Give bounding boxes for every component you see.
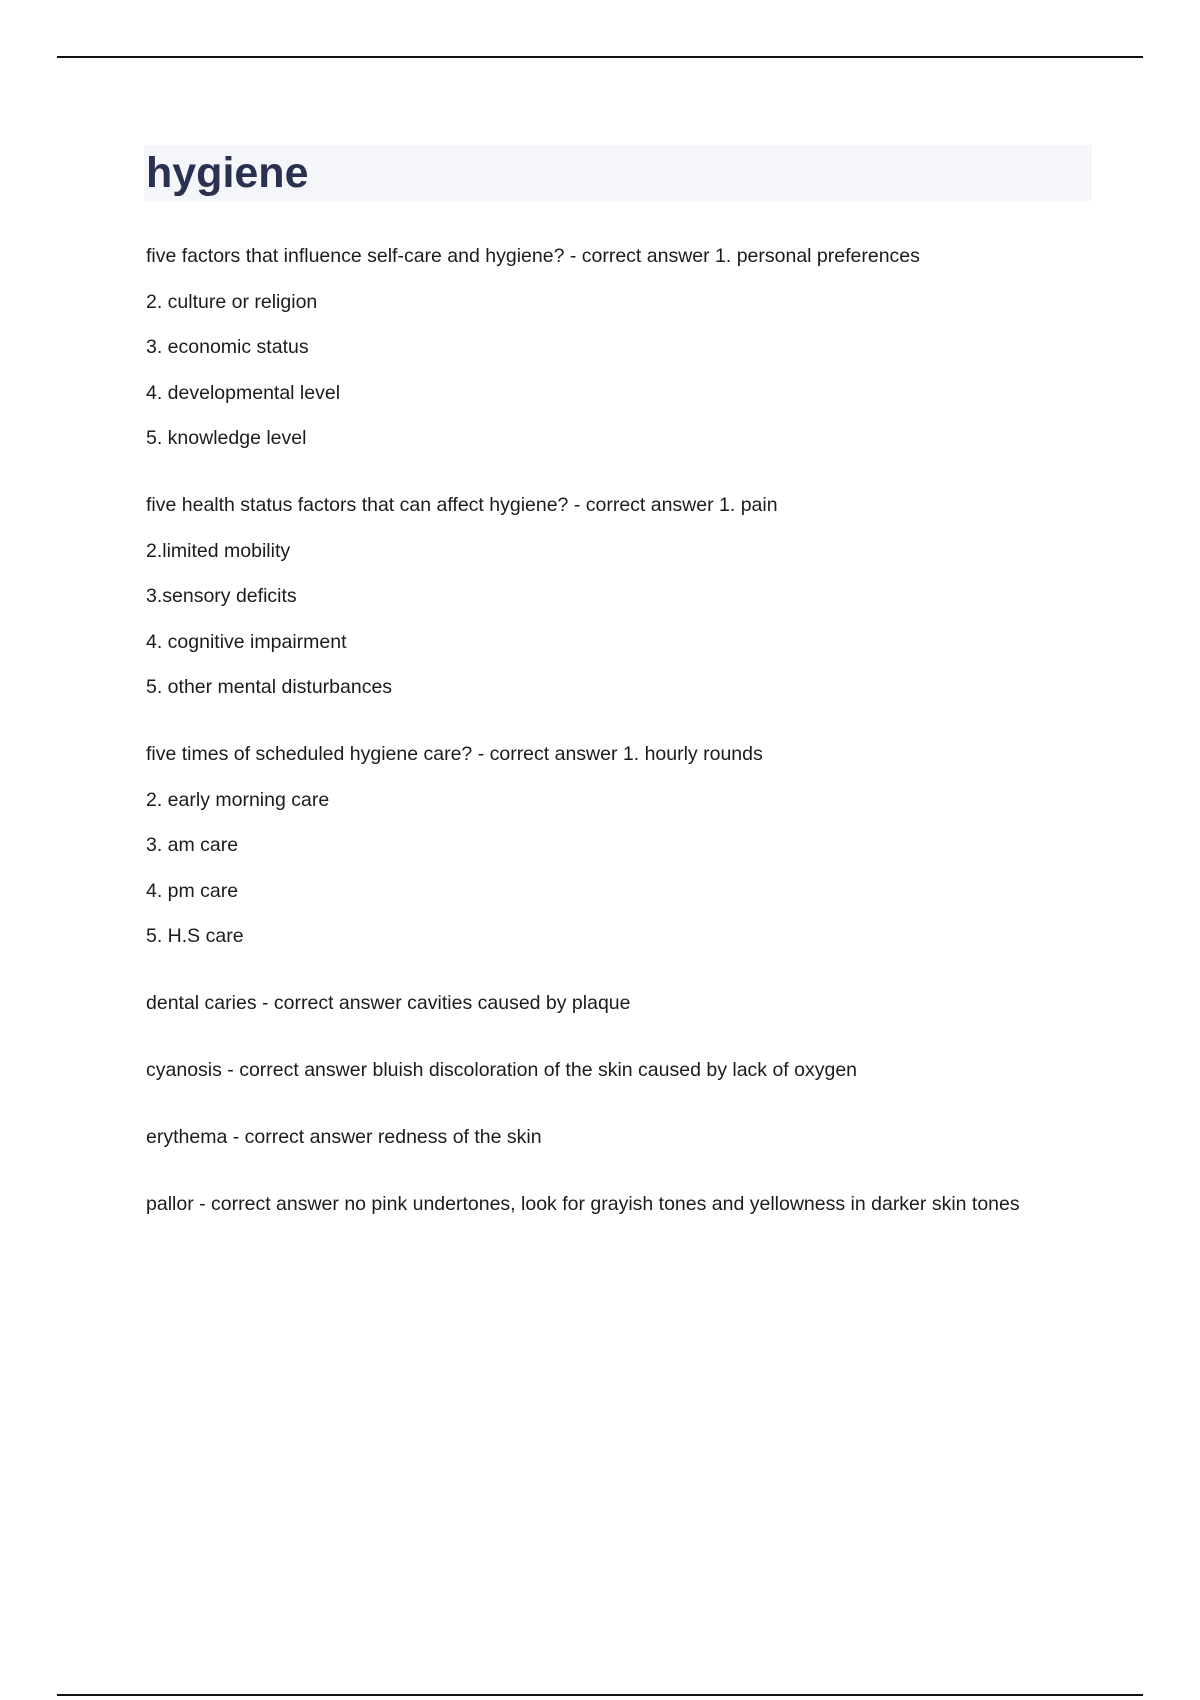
answer-line: 4. pm care: [146, 879, 239, 902]
definition-line: dental caries - correct answer cavities caused by plaque: [146, 992, 631, 1014]
flashcard-list: [146, 245, 1106, 1260]
top-divider: [57, 56, 1143, 58]
qa-entry: [146, 1059, 1106, 1081]
qa-entry: [146, 494, 1106, 698]
qa-entry: [146, 245, 1106, 449]
page-title: hygiene: [146, 149, 309, 197]
qa-entry: [146, 992, 1106, 1014]
definition-line: erythema - correct answer redness of the skin: [146, 1126, 542, 1148]
answer-line: 5. knowledge level: [146, 427, 307, 449]
answer-line: 4. developmental level: [146, 381, 341, 404]
answer-line: 3. am care: [146, 834, 239, 856]
definition-line: pallor - correct answer no pink undertones, look for grayish tones and yellowness in darker skin tones: [146, 1193, 1020, 1215]
qa-entry: [146, 1126, 1106, 1148]
question-line: five health status factors that can affect hygiene? - correct answer 1. pain: [146, 494, 778, 516]
question-line: five factors that influence self-care and hygiene? - correct answer 1. personal preferences: [146, 245, 920, 267]
bottom-divider: [57, 1694, 1143, 1696]
definition-line: cyanosis - correct answer bluish discoloration of the skin caused by lack of oxygen: [146, 1059, 858, 1081]
answer-line: 5. H.S care: [146, 925, 244, 947]
answer-line: 5. other mental disturbances: [146, 676, 393, 698]
qa-entry: [146, 743, 1106, 947]
answer-line: 2.limited mobility: [146, 539, 291, 562]
answer-line: 2. early morning care: [146, 788, 330, 811]
question-line: five times of scheduled hygiene care? - correct answer 1. hourly rounds: [146, 743, 763, 765]
qa-entry: [146, 1193, 1106, 1215]
answer-line: 4. cognitive impairment: [146, 630, 347, 653]
answer-line: 3.sensory deficits: [146, 585, 297, 607]
answer-line: 2. culture or religion: [146, 290, 318, 313]
answer-line: 3. economic status: [146, 336, 309, 358]
